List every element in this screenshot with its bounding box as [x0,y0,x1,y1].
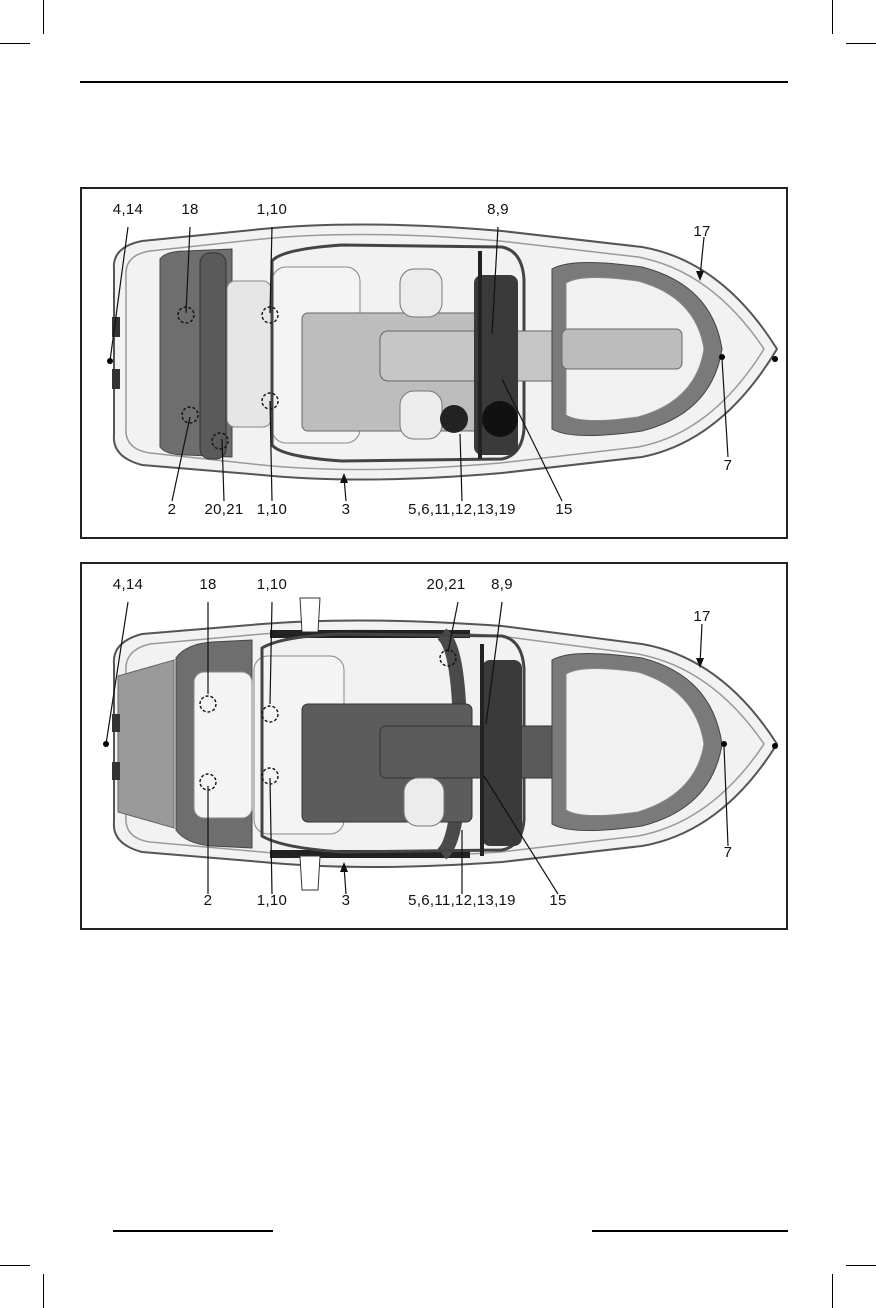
callout-20-21: 20,21 [426,576,466,593]
crop-mark [832,1274,833,1308]
callout-3: 3 [341,501,351,518]
callout-18: 18 [181,201,199,218]
callout-1-10-top: 1,10 [256,201,288,218]
callout-8-9: 8,9 [487,201,509,218]
crop-mark [846,43,876,44]
header-rule [80,81,788,83]
crop-mark [0,43,30,44]
callout-7: 7 [723,457,733,474]
callout-1-10-top: 1,10 [256,576,288,593]
callout-1-10-bottom: 1,10 [256,892,288,909]
callout-1-10-bottom: 1,10 [256,501,288,518]
crop-mark [832,0,833,34]
boat-top-view-figure-1 [80,187,788,539]
callout-2: 2 [203,892,213,909]
crop-mark [43,0,44,34]
callout-20-21: 20,21 [204,501,244,518]
callout-4-14: 4,14 [112,201,144,218]
boat-illustration-1 [82,189,786,537]
crop-mark [846,1265,876,1266]
callout-8-9: 8,9 [491,576,513,593]
boat-top-view-figure-2 [80,562,788,930]
callout-3: 3 [341,892,351,909]
footer-rule-right [592,1230,788,1232]
crop-mark [43,1274,44,1308]
footer-rule-left [113,1230,273,1232]
callout-18: 18 [199,576,217,593]
callout-2: 2 [167,501,177,518]
callout-4-14: 4,14 [112,576,144,593]
callout-5-6-11-12-13-19: 5,6,11,12,13,19 [408,501,516,518]
crop-mark [0,1265,30,1266]
boat-illustration-2 [82,564,786,928]
callout-17: 17 [693,223,711,240]
callout-5-6-11-12-13-19: 5,6,11,12,13,19 [408,892,516,909]
callout-17: 17 [693,608,711,625]
callout-7: 7 [723,844,733,861]
callout-15: 15 [549,892,567,909]
callout-15: 15 [555,501,573,518]
